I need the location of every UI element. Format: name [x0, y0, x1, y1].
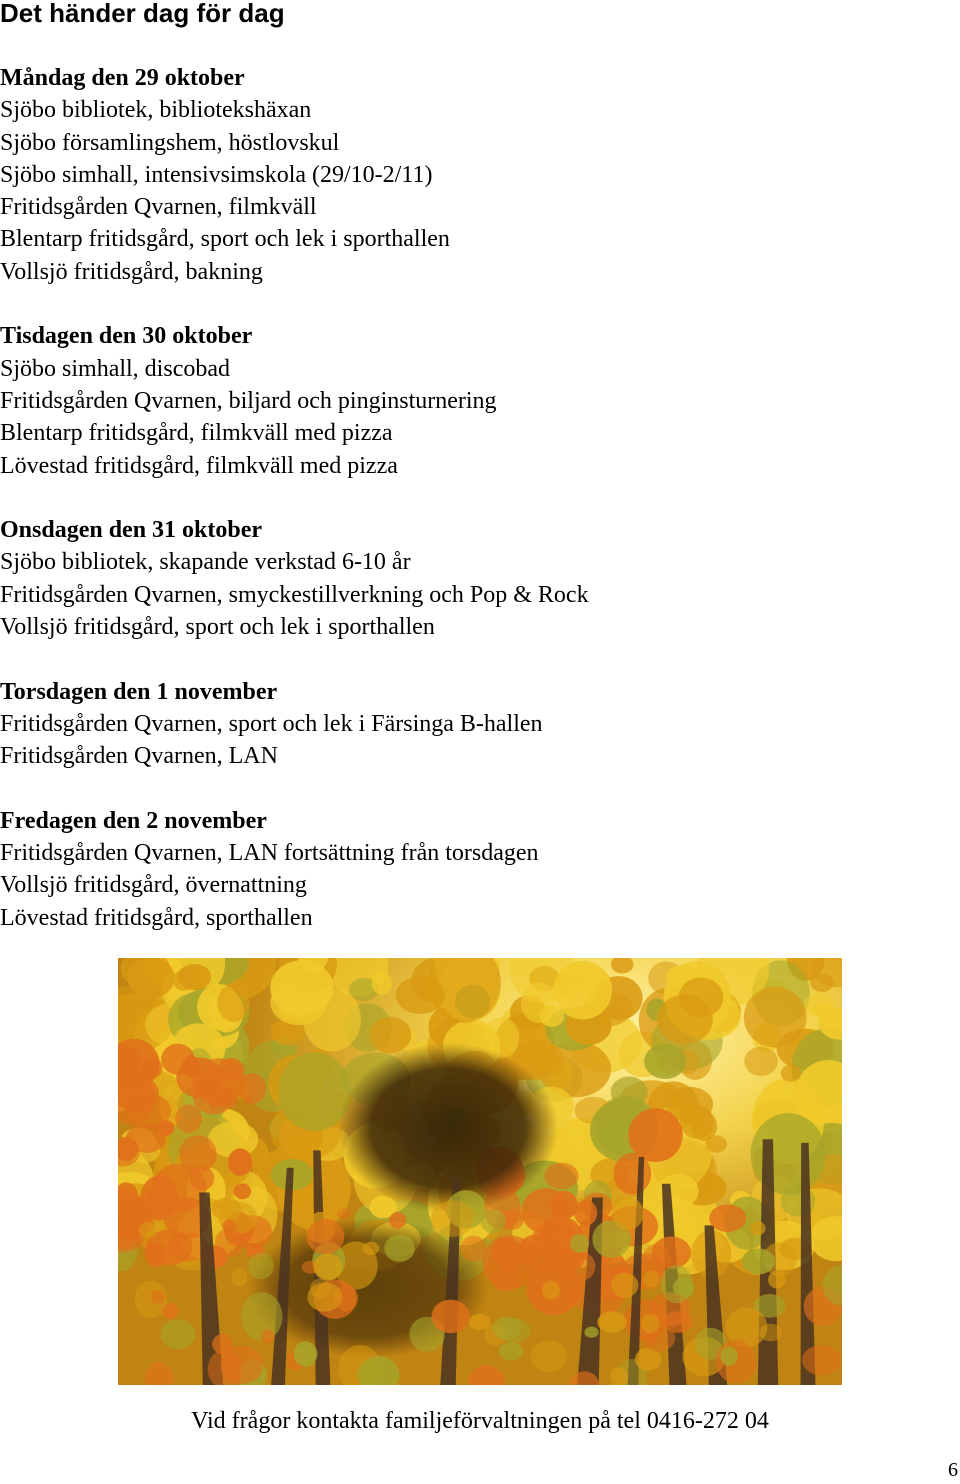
- event-item: Fritidsgården Qvarnen, sport och lek i Färsinga B-hallen: [0, 710, 543, 737]
- leaf-cluster: [372, 972, 393, 995]
- foreground-leaf: [709, 1205, 746, 1233]
- foreground-leaf: [163, 1303, 179, 1320]
- schedule: [0, 62, 960, 966]
- leaf-cluster: [781, 1065, 801, 1082]
- event-item: Vollsjö fritidsgård, bakning: [0, 258, 263, 285]
- leaf-cluster: [657, 994, 713, 1043]
- event-item: Fritidsgården Qvarnen, filmkväll: [0, 194, 317, 221]
- foreground-leaf: [248, 1253, 274, 1279]
- event-list: [0, 708, 960, 773]
- leaf-cluster: [270, 960, 333, 1015]
- foreground-leaf: [362, 1242, 379, 1255]
- orange-leaf-cluster: [492, 1268, 520, 1291]
- foreground-leaf: [306, 1219, 344, 1254]
- foreground-leaf: [337, 1209, 351, 1219]
- day-heading: Onsdagen den 31 oktober: [0, 517, 263, 544]
- foreground-leaf: [515, 1246, 533, 1263]
- orange-leaf-cluster: [157, 1120, 174, 1135]
- foreground-leaf: [431, 1200, 474, 1237]
- foreground-leaf: [611, 1273, 638, 1298]
- event-item: Sjöbo bibliotek, skapande verkstad 6-10 år: [0, 549, 411, 576]
- foreground-leaf: [211, 1198, 241, 1220]
- event-item: Lövestad fritidsgård, sporthallen: [0, 904, 313, 931]
- foreground-leaf: [499, 1342, 523, 1361]
- leaf-cluster: [644, 1044, 686, 1079]
- event-list: [0, 837, 960, 934]
- foreground-leaf: [643, 1271, 659, 1288]
- orange-leaf-cluster: [152, 1164, 207, 1212]
- event-item: Fritidsgården Qvarnen, LAN fortsättning från torsdagen: [0, 840, 539, 867]
- orange-leaf-cluster: [218, 1088, 238, 1107]
- foreground-leaf: [742, 1249, 775, 1275]
- leaf-cluster: [128, 958, 175, 998]
- event-item: Blentarp fritidsgård, sport och lek i sporthallen: [0, 226, 450, 253]
- foreground-leaf: [384, 1235, 415, 1262]
- leaf-cluster: [173, 970, 195, 991]
- event-item: Vollsjö fritidsgård, sport och lek i sporthallen: [0, 614, 435, 641]
- event-item: Sjöbo simhall, discobad: [0, 355, 230, 382]
- foreground-leaf: [584, 1327, 598, 1338]
- leaf-cluster: [217, 984, 250, 1022]
- page-number: 6: [948, 1459, 958, 1481]
- orange-leaf-cluster: [182, 1056, 200, 1077]
- foreground-leaf: [721, 1347, 738, 1366]
- orange-leaf-cluster: [496, 1250, 519, 1272]
- event-list: [0, 94, 960, 288]
- foreground-leaf: [160, 1319, 195, 1349]
- foreground-leaf: [574, 1200, 597, 1226]
- foreground-leaf: [220, 1346, 263, 1384]
- foreground-leaf: [261, 1330, 274, 1344]
- foreground-leaf: [597, 1311, 626, 1332]
- day-thursday: [0, 676, 960, 773]
- foreground-leaf: [641, 1314, 659, 1333]
- orange-leaf-cluster: [544, 1163, 578, 1190]
- foreground-leaf: [612, 1197, 644, 1230]
- day-tuesday: [0, 320, 960, 481]
- leaf-cluster: [553, 961, 612, 1020]
- foreground-leaf: [432, 1300, 470, 1334]
- orange-leaf-cluster: [613, 1153, 651, 1194]
- event-item: Sjöbo församlingshem, höstlovskul: [0, 129, 340, 156]
- foreground-leaf: [307, 1283, 342, 1312]
- day-heading: Fredagen den 2 november: [0, 807, 267, 834]
- day-monday: [0, 62, 960, 288]
- event-item: Lövestad fritidsgård, filmkväll med pizza: [0, 452, 398, 479]
- leaf-cluster: [744, 1047, 778, 1076]
- contact-info: Vid frågor kontakta familjeförvaltningen på tel 0416-272 04: [191, 1408, 769, 1434]
- foreground-leaf: [151, 1290, 165, 1304]
- day-heading: Måndag den 29 oktober: [0, 65, 245, 91]
- foreground-leaf: [231, 1268, 247, 1287]
- foreground-leaf: [751, 1221, 766, 1235]
- foreground-leaf: [802, 1345, 841, 1376]
- leaf-cluster: [744, 987, 807, 1048]
- foreground-leaf: [460, 1236, 486, 1261]
- day-heading: Torsdagen den 1 november: [0, 678, 278, 705]
- event-item: Blentarp fritidsgård, filmkväll med pizza: [0, 420, 393, 447]
- foreground-leaf: [215, 1228, 244, 1258]
- event-item: Vollsjö fritidsgård, övernattning: [0, 872, 307, 899]
- event-item: Sjöbo simhall, intensivsimskola (29/10-2/11): [0, 161, 433, 188]
- event-item: Fritidsgården Qvarnen, LAN: [0, 743, 278, 770]
- orange-leaf-cluster: [175, 1104, 202, 1133]
- foreground-leaf: [542, 1281, 560, 1300]
- day-heading: Tisdagen den 30 oktober: [0, 323, 253, 350]
- foreground-leaf: [652, 1237, 692, 1269]
- orange-leaf-cluster: [234, 1183, 251, 1199]
- foreground-leaf: [314, 1254, 343, 1281]
- event-list: [0, 546, 960, 643]
- foreground-leaf: [389, 1212, 406, 1228]
- orange-leaf-cluster: [228, 1148, 252, 1175]
- foreground-leaf: [768, 1271, 786, 1289]
- event-item: Sjöbo bibliotek, bibliotekshäxan: [0, 97, 312, 124]
- leaf-cluster: [369, 1017, 411, 1053]
- foreground-leaf: [661, 1265, 693, 1303]
- event-item: Fritidsgården Qvarnen, smyckestillverkning och Pop & Rock: [0, 581, 589, 608]
- day-wednesday: [0, 514, 960, 643]
- event-list: [0, 353, 960, 482]
- foreground-leaf: [493, 1317, 521, 1341]
- foreground-leaf: [294, 1341, 317, 1367]
- day-friday: [0, 805, 960, 934]
- foreground-leaf: [139, 1222, 158, 1238]
- autumn-forest-illustration: [118, 958, 842, 1385]
- orange-leaf-cluster: [219, 1058, 244, 1082]
- page-title: Det händer dag för dag: [0, 0, 285, 28]
- leaf-cluster: [705, 1135, 727, 1152]
- foreground-leaf: [530, 1341, 567, 1372]
- leaf-cluster: [751, 1113, 826, 1195]
- forest-shadow: [338, 1043, 558, 1213]
- autumn-forest-photo: [118, 958, 842, 1385]
- event-item: Fritidsgården Qvarnen, biljard och pinginsturnering: [0, 387, 497, 414]
- foreground-leaf: [570, 1234, 589, 1253]
- foreground-leaf: [569, 1252, 595, 1280]
